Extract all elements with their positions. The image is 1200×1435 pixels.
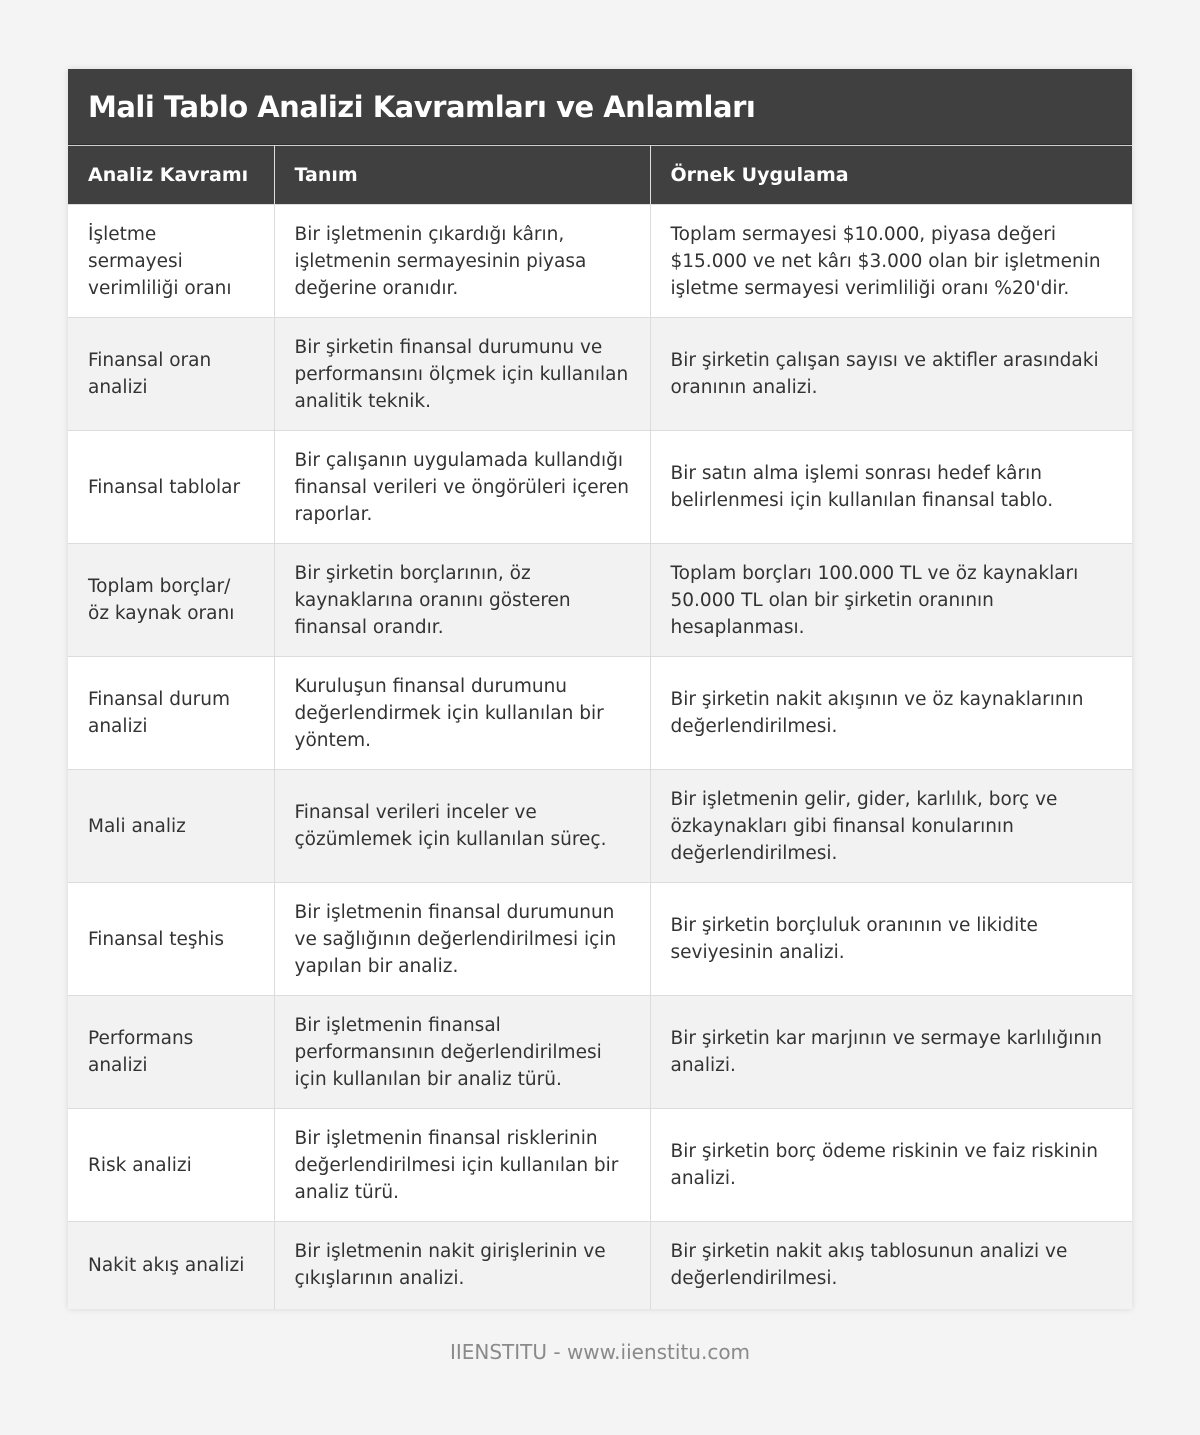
definition-cell: Kuruluşun finansal durumunu değerlendirmek için kullanılan bir yöntem.	[274, 657, 650, 770]
example-cell: Bir işletmenin gelir, gider, karlılık, borç ve özkaynakları gibi finansal konularının değerlendirilmesi.	[650, 770, 1132, 883]
definition-cell: Bir işletmenin çıkardığı kârın, işletmenin sermayesinin piyasa değerine oranıdır.	[274, 205, 650, 318]
concept-cell: Finansal tablolar	[68, 431, 274, 544]
table-row	[68, 205, 1132, 318]
footer-credit: IIENSTITU - www.iienstitu.com	[449, 1340, 751, 1364]
table-row	[68, 770, 1132, 883]
column-header-example: Örnek Uygulama	[650, 146, 1132, 205]
table-row	[68, 544, 1132, 657]
example-cell: Bir şirketin borç ödeme riskinin ve faiz riskinin analizi.	[650, 1109, 1132, 1222]
table-row	[68, 1109, 1132, 1222]
concept-cell: Mali analiz	[68, 770, 274, 883]
table-row	[68, 1222, 1132, 1309]
concept-cell: Finansal durum analizi	[68, 657, 274, 770]
concept-cell: Toplam borçlar/ öz kaynak oranı	[68, 544, 274, 657]
table-title: Mali Tablo Analizi Kavramları ve Anlamları	[88, 89, 756, 124]
table-header-row	[68, 146, 1132, 205]
example-cell: Bir şirketin nakit akışının ve öz kaynaklarının değerlendirilmesi.	[650, 657, 1132, 770]
example-cell: Bir şirketin borçluluk oranının ve likidite seviyesinin analizi.	[650, 883, 1132, 996]
definition-cell: Bir şirketin borçlarının, öz kaynaklarına oranını gösteren finansal orandır.	[274, 544, 650, 657]
table-row	[68, 318, 1132, 431]
concept-cell: Risk analizi	[68, 1109, 274, 1222]
concept-cell: Finansal oran analizi	[68, 318, 274, 431]
definition-cell: Bir işletmenin finansal durumunun ve sağlığının değerlendirilmesi için yapılan bir analiz.	[274, 883, 650, 996]
example-cell: Toplam borçları 100.000 TL ve öz kaynakları 50.000 TL olan bir şirketin oranının hesaplanması.	[650, 544, 1132, 657]
concept-cell: İşletme sermayesi verimliliği oranı	[68, 205, 274, 318]
definition-cell: Bir çalışanın uygulamada kullandığı finansal verileri ve öngörüleri içeren raporlar.	[274, 431, 650, 544]
concepts-table	[68, 145, 1132, 1309]
table-title-bar	[68, 69, 1132, 145]
table-row	[68, 883, 1132, 996]
definition-cell: Bir işletmenin finansal performansının değerlendirilmesi için kullanılan bir analiz türü.	[274, 996, 650, 1109]
concept-cell: Performans analizi	[68, 996, 274, 1109]
column-header-definition: Tanım	[274, 146, 650, 205]
definition-cell: Bir işletmenin nakit girişlerinin ve çıkışlarının analizi.	[274, 1222, 650, 1309]
definition-cell: Bir şirketin finansal durumunu ve performansını ölçmek için kullanılan analitik teknik.	[274, 318, 650, 431]
example-cell: Bir şirketin çalışan sayısı ve aktifler arasındaki oranının analizi.	[650, 318, 1132, 431]
example-cell: Bir satın alma işlemi sonrası hedef kârın belirlenmesi için kullanılan finansal tablo.	[650, 431, 1132, 544]
example-cell: Bir şirketin kar marjının ve sermaye karlılığının analizi.	[650, 996, 1132, 1109]
table-row	[68, 996, 1132, 1109]
definition-cell: Bir işletmenin finansal risklerinin değerlendirilmesi için kullanılan bir analiz türü.	[274, 1109, 650, 1222]
concept-cell: Nakit akış analizi	[68, 1222, 274, 1309]
example-cell: Toplam sermayesi $10.000, piyasa değeri $15.000 ve net kârı $3.000 olan bir işletmenin işletme sermayesi verimliliği oranı %20'dir.	[650, 205, 1132, 318]
concepts-table-card	[68, 69, 1132, 1309]
concept-cell: Finansal teşhis	[68, 883, 274, 996]
table-row	[68, 657, 1132, 770]
column-header-concept: Analiz Kavramı	[68, 146, 274, 205]
definition-cell: Finansal verileri inceler ve çözümlemek için kullanılan süreç.	[274, 770, 650, 883]
example-cell: Bir şirketin nakit akış tablosunun analizi ve değerlendirilmesi.	[650, 1222, 1132, 1309]
table-row	[68, 431, 1132, 544]
